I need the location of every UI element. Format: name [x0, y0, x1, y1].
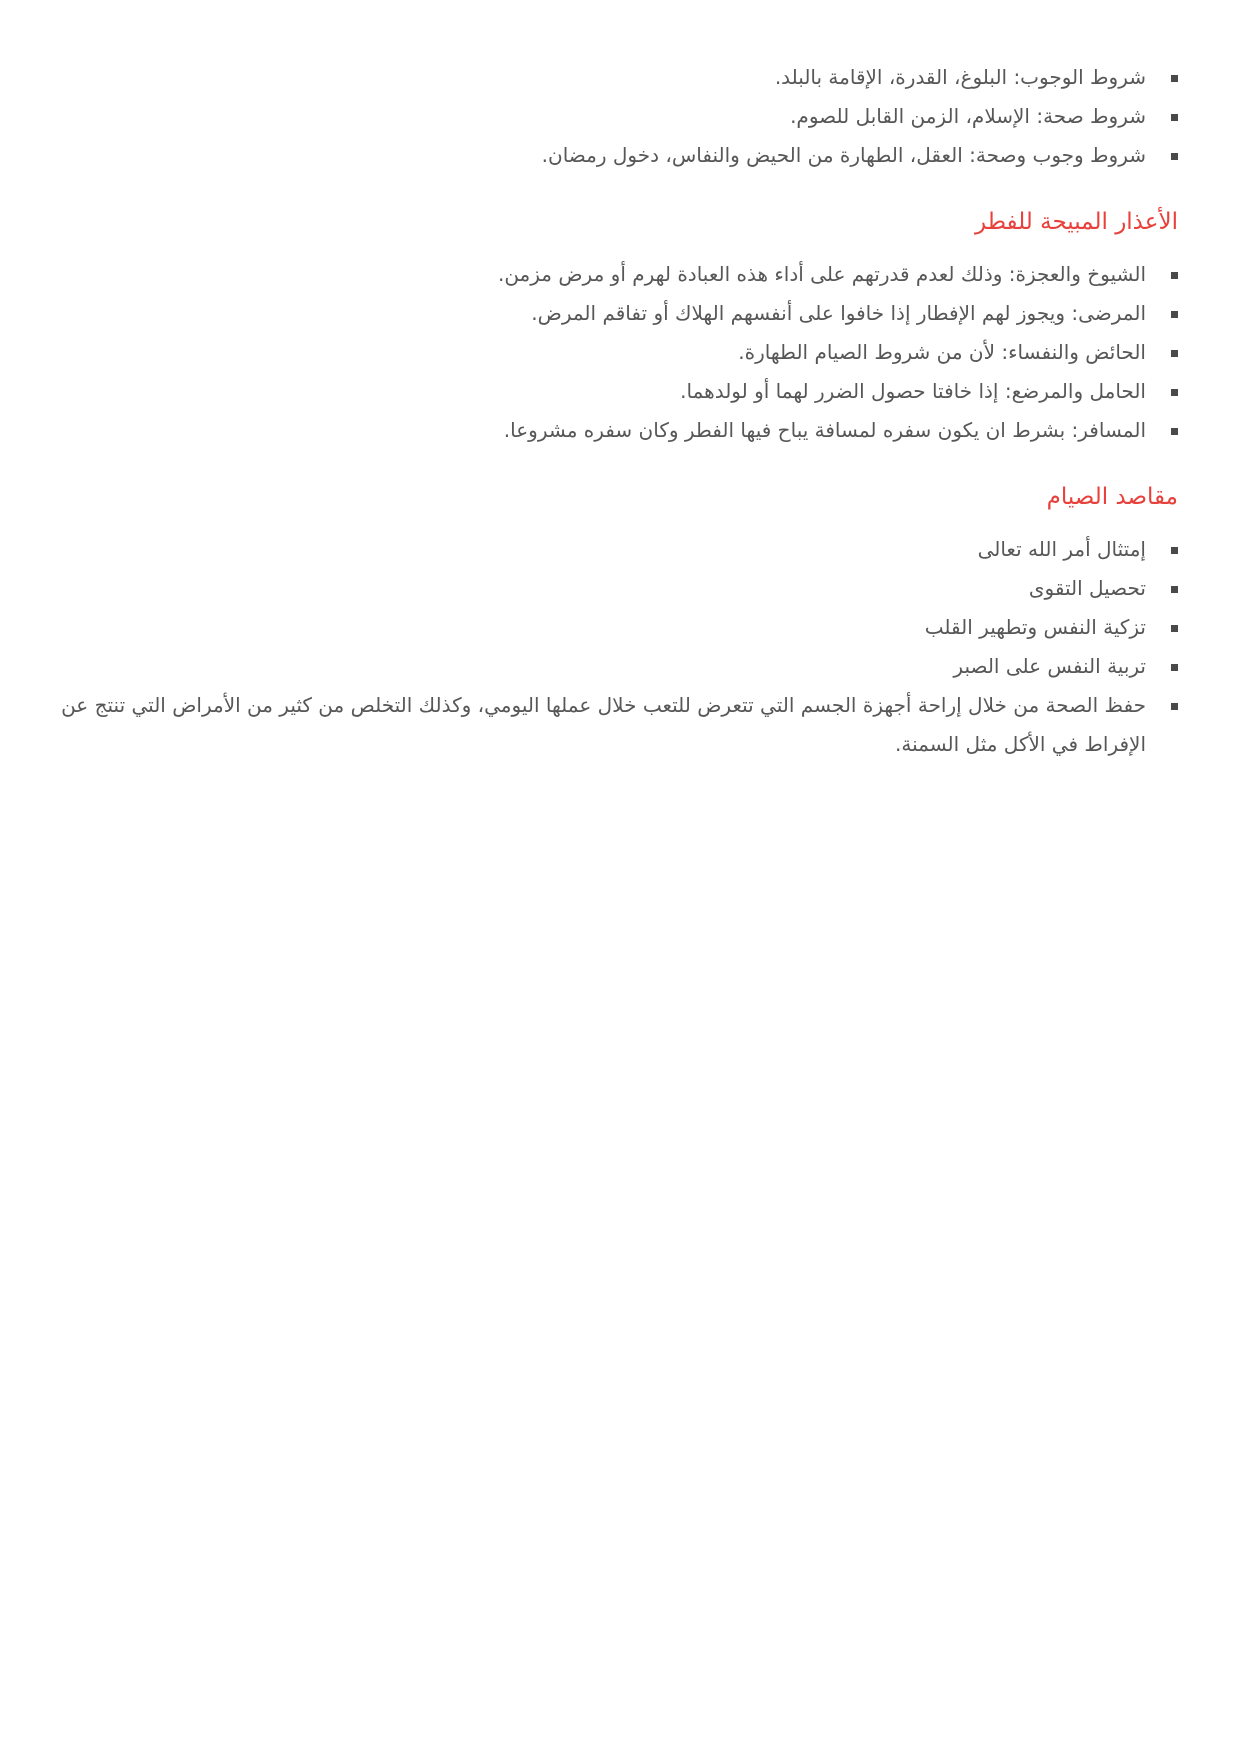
list-item	[60, 294, 1178, 333]
list-item-text: الحامل والمرضع: إذا خافتا حصول الضرر لهما أو لولدهما.	[680, 379, 1146, 403]
list-item	[60, 530, 1178, 569]
purposes-heading: مقاصد الصيام	[1046, 484, 1178, 510]
list-item-text: إمتثال أمر الله تعالى	[977, 537, 1146, 561]
list-item-text: تحصيل التقوى	[1028, 576, 1146, 600]
conditions-list	[60, 58, 1178, 175]
square-bullet-icon	[1171, 114, 1178, 121]
list-item	[60, 58, 1178, 97]
list-item	[60, 255, 1178, 294]
list-item	[60, 136, 1178, 175]
list-item-text: تزكية النفس وتطهير القلب	[924, 615, 1146, 639]
document-page	[60, 58, 1178, 764]
list-item-text: شروط الوجوب: البلوغ، القدرة، الإقامة بالبلد.	[774, 65, 1146, 89]
list-item-text: شروط صحة: الإسلام، الزمن القابل للصوم.	[790, 104, 1146, 128]
excuses-list	[60, 255, 1178, 450]
square-bullet-icon	[1171, 703, 1178, 710]
square-bullet-icon	[1171, 153, 1178, 160]
list-item-text: حفظ الصحة من خلال إراحة أجهزة الجسم التي تتعرض للتعب خلال عملها اليومي، وكذلك التخلص من كثير من الأمراض التي تنتج عن الإفراط في الأكل مثل السمنة.	[61, 693, 1146, 756]
square-bullet-icon	[1171, 75, 1178, 82]
list-item-text: الشيوخ والعجزة: وذلك لعدم قدرتهم على أداء هذه العبادة لهرم أو مرض مزمن.	[497, 262, 1146, 286]
list-item	[60, 333, 1178, 372]
square-bullet-icon	[1171, 389, 1178, 396]
list-item	[60, 647, 1178, 686]
square-bullet-icon	[1171, 428, 1178, 435]
list-item-text: الحائض والنفساء: لأن من شروط الصيام الطهارة.	[738, 340, 1146, 364]
purposes-list	[60, 530, 1178, 764]
list-item-text: المرضى: ويجوز لهم الإفطار إذا خافوا على أنفسهم الهلاك أو تفاقم المرض.	[531, 301, 1146, 325]
list-item	[60, 686, 1178, 764]
square-bullet-icon	[1171, 586, 1178, 593]
list-item	[60, 569, 1178, 608]
list-item-text: المسافر: بشرط ان يكون سفره لمسافة يباح فيها الفطر وكان سفره مشروعا.	[503, 418, 1146, 442]
square-bullet-icon	[1171, 272, 1178, 279]
list-item-text: تربية النفس على الصبر	[953, 654, 1146, 678]
square-bullet-icon	[1171, 547, 1178, 554]
square-bullet-icon	[1171, 350, 1178, 357]
square-bullet-icon	[1171, 625, 1178, 632]
list-item	[60, 608, 1178, 647]
square-bullet-icon	[1171, 664, 1178, 671]
list-item	[60, 372, 1178, 411]
list-item	[60, 411, 1178, 450]
list-item	[60, 97, 1178, 136]
excuses-heading: الأعذار المبيحة للفطر	[975, 209, 1178, 235]
list-item-text: شروط وجوب وصحة: العقل، الطهارة من الحيض والنفاس، دخول رمضان.	[541, 143, 1146, 167]
square-bullet-icon	[1171, 311, 1178, 318]
